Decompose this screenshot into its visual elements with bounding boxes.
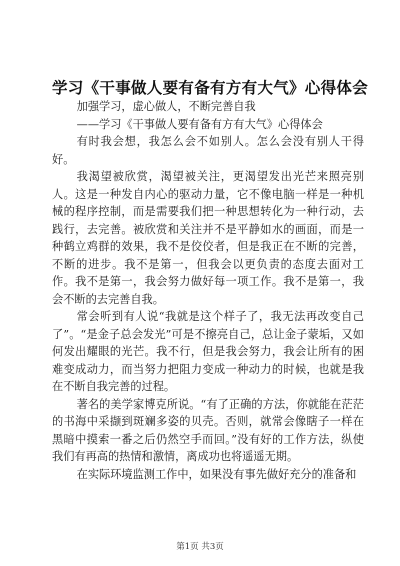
body-paragraph: 常会听到有人说“我就是这个样子了，我无法再改变自己了”。“是金子总会发光”可是不擦亮自己，总让金子蒙垢，又如何发出耀眼的光芒。我不行，但是我会努力，我会让所有的困难变成动力，而当努力把阻力变成一种动力的时候，也就是我在不断自我完善的过程。 <box>52 310 364 393</box>
document-body <box>52 98 364 483</box>
page-number-footer: 第1页 共3页 <box>176 542 224 552</box>
subtitle-source-line: ——学习《干事做人要有备有方有大气》心得体会 <box>76 117 323 131</box>
subtitle-line: 加强学习，虚心做人，不断完善自我 <box>76 100 256 113</box>
document-title: 学习《干事做人要有备有方有大气》心得体会 <box>52 78 369 97</box>
body-paragraph: 著名的美学家博克所说。“有了正确的方法，你就能在茫茫的书海中采撷到斑斓多姿的贝壳。否则，就常会像瞎子一样在黑暗中摸索一番之后仍然空手而回。”没有好的工作方法，纵使我们有再高的热情和激情，离成功也将遥遥无期。 <box>52 397 364 463</box>
body-paragraph: 我渴望被欣赏，渴望被关注，更渴望发出光芒来照亮别人。这是一种发自内心的驱动力量，它不像电脑一样是一种机械的程序控制，而是需要我们把一种思想转化为一种行动，去践行，去完善。被欣赏和关注并不是平静如水的画面，而是一种鹤立鸡群的效果，我不是佼佼者，但是我正在不断的完善，不断的进步。我不是第一，但我会以更负责的态度去面对工作。我不是第一，我会努力做好每一项工作。我不是第一，我会不断的去完善自我。 <box>52 170 364 306</box>
body-paragraph: 在实际环境监测工作中，如果没有事先做好充分的准备和 <box>76 467 357 481</box>
body-paragraph: 有时我会想，我怎么会不如别人。怎么会没有别人干得好。 <box>52 135 364 166</box>
